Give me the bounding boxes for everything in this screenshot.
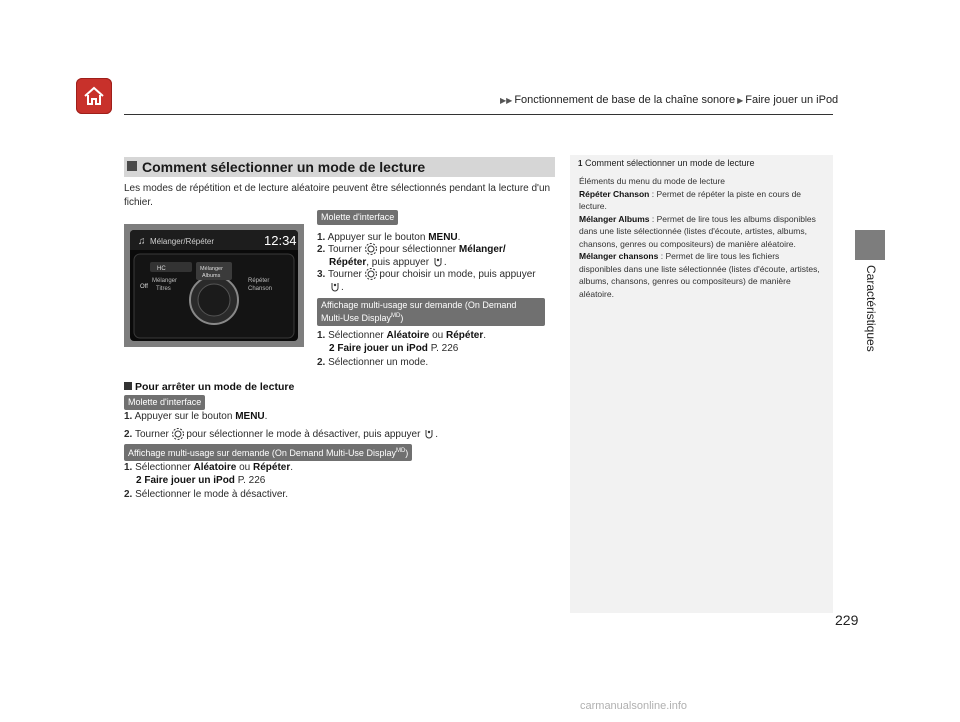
breadcrumb-part-1[interactable]: Fonctionnement de base de la chaîne sonore	[514, 94, 736, 106]
interface-dial-label: Molette d'interface	[317, 210, 398, 225]
svg-text:Mélanger: Mélanger	[152, 278, 178, 284]
step-a2-cont: Répéter, puis appuyer .	[329, 257, 447, 268]
screen-icon-top: HC	[157, 266, 166, 272]
display-screen-image	[124, 224, 304, 347]
watermark: carmanualsonline.info	[580, 700, 688, 712]
svg-text:Titres: Titres	[156, 286, 171, 292]
header-divider	[124, 114, 833, 115]
ref-arrow-icon: 2	[136, 475, 142, 486]
section-intro: Les modes de répétition et de lecture aléatoire peuvent être sélectionnés pendant la lecture d'un fichier.	[124, 183, 551, 208]
dial-rotate-icon	[365, 243, 377, 255]
display-label-2: Affichage multi-usage sur demande (On Demand Multi-Use Display$^{MD}$)	[124, 444, 412, 461]
sidebar-body: Éléments du menu du mode de lecture Répéter Chanson : Permet de répéter la piste en cours de lecture. Mélanger Albums : Permet de lire tous les albums disponibles dans une liste sélectionnée (listes d'écoute, artistes, albums, chansons, genres ou compositeurs) de manière aléatoire. Mélanger chansons : Permet de lire tous les fichiers disponibles dans une liste sélectionnée (listes d'écoute, artistes, albums, chansons, genres ou compositeurs) de manière aléatoire.	[579, 176, 820, 299]
breadcrumb-arrow-icon: ▶	[737, 96, 744, 105]
dial-press-icon	[432, 256, 444, 268]
breadcrumb-arrow-icon: ▶▶	[500, 96, 513, 105]
svg-text:Mélanger: Mélanger	[200, 266, 223, 272]
display-screen-graphic	[130, 230, 298, 341]
stop-d2: 2. Sélectionner le mode à désactiver.	[124, 489, 288, 500]
screen-off: Off	[140, 284, 148, 290]
stop-d1: 1. Sélectionner Aléatoire ou Répéter.	[124, 462, 294, 473]
step-a3-cont: .	[329, 281, 344, 294]
section-header	[124, 157, 555, 177]
dial-rotate-icon	[365, 268, 377, 280]
section-title: Comment sélectionner un mode de lecture	[142, 159, 426, 175]
subsection-square-icon	[124, 382, 132, 390]
stop-step-2: 2. Tourner pour sélectionner le mode à désactiver, puis appuyer .	[124, 429, 439, 440]
svg-text:Albums: Albums	[202, 273, 221, 279]
sidebar-note	[570, 155, 833, 613]
step-b1: 1. Sélectionner Aléatoire ou Répéter.	[317, 330, 487, 341]
note-icon: 1	[578, 159, 583, 168]
interface-dial-label-2: Molette d'interface	[124, 395, 205, 410]
ref-arrow-icon: 2	[329, 343, 335, 354]
chapter-tab-label: Caractéristiques	[864, 265, 878, 352]
sidebar-title: 1 Comment sélectionner un mode de lecture	[578, 158, 755, 168]
step-b1-ref[interactable]: 2 Faire jouer un iPod P. 226	[329, 343, 459, 354]
dial-press-icon	[329, 281, 341, 293]
page-number: 229	[835, 612, 859, 628]
step-b2: 2. Sélectionner un mode.	[317, 357, 429, 368]
step-a2: 2. Tourner pour sélectionner Mélanger/	[317, 244, 506, 255]
display-label: Affichage multi-usage sur demande (On Demand Multi-Use Display$^{MD}$)	[317, 298, 545, 326]
svg-text:Chanson: Chanson	[248, 286, 273, 292]
dial-press-icon	[423, 428, 435, 440]
breadcrumb	[498, 94, 838, 106]
step-a1: 1. Appuyer sur le bouton MENU.	[317, 232, 461, 243]
subsection-title: Pour arrêter un mode de lecture	[124, 381, 294, 393]
stop-d1-ref[interactable]: 2 Faire jouer un iPod P. 226	[136, 475, 266, 486]
home-icon	[82, 84, 106, 108]
svg-text:♫: ♫	[138, 236, 146, 247]
screen-clock: 12:34	[264, 233, 297, 248]
stop-step-1: 1. Appuyer sur le bouton MENU.	[124, 411, 268, 422]
step-a3: 3. Tourner pour choisir un mode, puis appuyer	[317, 269, 536, 280]
dial-rotate-icon	[172, 428, 184, 440]
home-button[interactable]	[76, 78, 112, 114]
svg-text:Répéter: Répéter	[248, 278, 270, 284]
screen-title: Mélanger/Répéter	[150, 237, 215, 246]
chapter-tab-marker[interactable]	[855, 230, 885, 260]
breadcrumb-part-2[interactable]: Faire jouer un iPod	[745, 94, 839, 106]
section-square-icon	[127, 161, 137, 171]
